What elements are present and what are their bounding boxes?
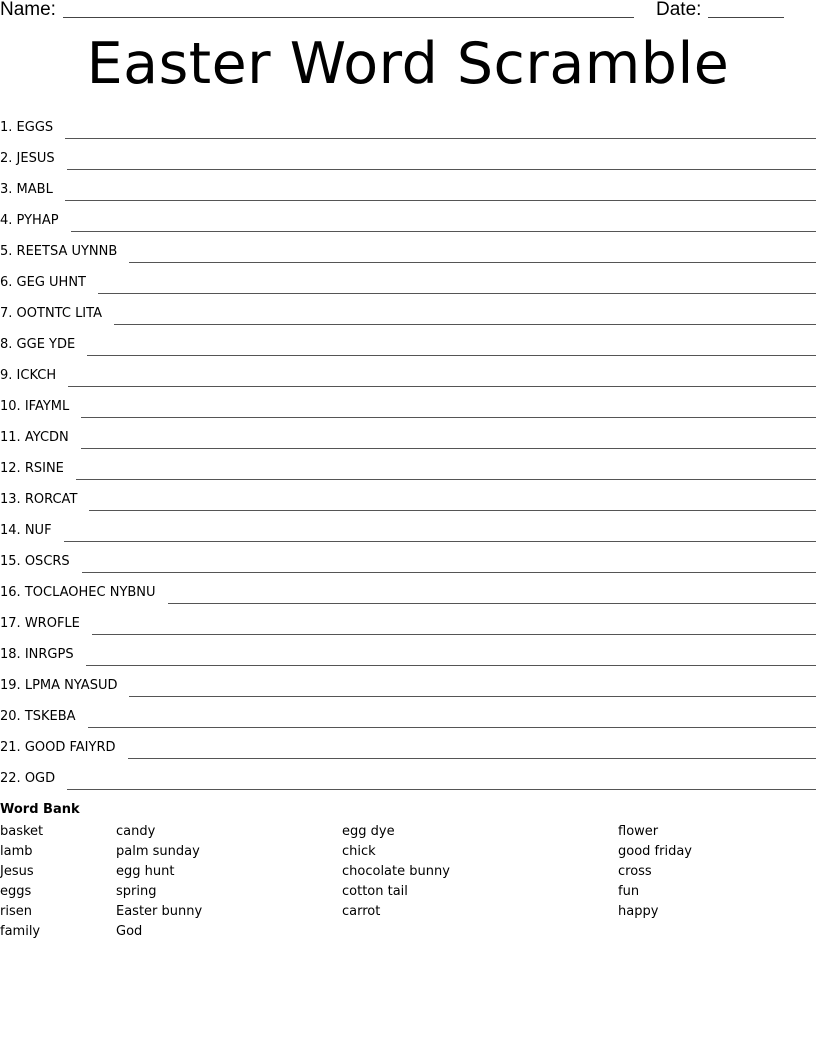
date-label: Date:	[656, 0, 702, 20]
scrambled-word: ICKCH	[16, 368, 57, 383]
word-bank-item: cross	[618, 864, 652, 879]
page-title: Easter Word Scramble	[86, 31, 730, 97]
scramble-row	[0, 545, 816, 576]
word-bank-item: egg hunt	[116, 864, 175, 879]
scramble-number: 11.	[0, 430, 21, 445]
answer-line[interactable]	[71, 231, 816, 232]
scrambled-word: EGGS	[16, 120, 54, 135]
word-bank-item: chocolate bunny	[342, 864, 450, 879]
scramble-number: 5.	[0, 244, 13, 259]
scramble-number: 1.	[0, 120, 13, 135]
answer-line[interactable]	[76, 479, 816, 480]
answer-line[interactable]	[67, 789, 816, 790]
scramble-label	[0, 771, 55, 786]
scramble-row	[0, 235, 816, 266]
scramble-number: 19.	[0, 678, 21, 693]
scramble-label	[0, 709, 76, 724]
scramble-number: 20.	[0, 709, 21, 724]
scramble-row	[0, 328, 816, 359]
word-bank-item: lamb	[0, 844, 33, 859]
scramble-row	[0, 204, 816, 235]
name-label: Name:	[0, 0, 56, 20]
scrambled-word: IFAYML	[24, 399, 70, 414]
answer-line[interactable]	[81, 448, 816, 449]
word-bank-item: risen	[0, 904, 32, 919]
name-field[interactable]	[63, 17, 634, 18]
answer-line[interactable]	[168, 603, 816, 604]
scrambled-word: TOCLAOHEC NYBNU	[24, 585, 156, 600]
scramble-label	[0, 182, 53, 197]
scramble-row	[0, 359, 816, 390]
word-bank-column-4	[618, 822, 692, 922]
scramble-label	[0, 523, 52, 538]
word-bank-column-3	[342, 822, 450, 922]
answer-line[interactable]	[67, 169, 816, 170]
scrambled-word: JESUS	[16, 151, 55, 166]
answer-line[interactable]	[114, 324, 816, 325]
scramble-list	[0, 111, 816, 793]
scramble-row	[0, 700, 816, 731]
word-bank-item: happy	[618, 904, 659, 919]
scramble-label	[0, 368, 56, 383]
word-bank-item: Jesus	[0, 864, 34, 879]
word-bank-item: family	[0, 924, 41, 939]
scramble-label	[0, 740, 116, 755]
scramble-row	[0, 483, 816, 514]
answer-line[interactable]	[65, 138, 816, 139]
scramble-row	[0, 297, 816, 328]
scramble-label	[0, 120, 53, 135]
scramble-row	[0, 266, 816, 297]
scramble-row	[0, 731, 816, 762]
scrambled-word: GEG UHNT	[16, 275, 86, 290]
answer-line[interactable]	[68, 386, 816, 387]
scrambled-word: OGD	[24, 771, 56, 786]
word-bank-item: spring	[116, 884, 157, 899]
scramble-row	[0, 421, 816, 452]
answer-line[interactable]	[87, 355, 816, 356]
scramble-label	[0, 151, 55, 166]
scramble-label	[0, 492, 77, 507]
answer-line[interactable]	[128, 758, 816, 759]
scramble-row	[0, 111, 816, 142]
scrambled-word: TSKEBA	[24, 709, 76, 724]
scrambled-word: GOOD FAIYRD	[24, 740, 116, 755]
scramble-label	[0, 647, 74, 662]
scramble-number: 13.	[0, 492, 21, 507]
scramble-number: 10.	[0, 399, 21, 414]
answer-line[interactable]	[89, 510, 816, 511]
answer-line[interactable]	[92, 634, 816, 635]
word-bank-item: carrot	[342, 904, 381, 919]
scramble-label	[0, 678, 117, 693]
scramble-label	[0, 461, 64, 476]
scramble-row	[0, 142, 816, 173]
word-bank-title: Word Bank	[0, 802, 80, 817]
scramble-number: 22.	[0, 771, 21, 786]
scramble-label	[0, 213, 59, 228]
answer-line[interactable]	[82, 572, 816, 573]
scramble-label	[0, 306, 102, 321]
scramble-number: 21.	[0, 740, 21, 755]
scramble-label	[0, 554, 70, 569]
scrambled-word: WROFLE	[24, 616, 80, 631]
date-field[interactable]	[708, 17, 784, 18]
scramble-label	[0, 244, 117, 259]
answer-line[interactable]	[86, 665, 816, 666]
answer-line[interactable]	[88, 727, 816, 728]
scramble-number: 3.	[0, 182, 13, 197]
scramble-number: 7.	[0, 306, 13, 321]
scramble-number: 15.	[0, 554, 21, 569]
word-bank-item: egg dye	[342, 824, 395, 839]
scrambled-word: RSINE	[24, 461, 64, 476]
scramble-label	[0, 275, 86, 290]
scramble-label	[0, 399, 69, 414]
scramble-number: 9.	[0, 368, 13, 383]
word-bank-item: flower	[618, 824, 659, 839]
scramble-row	[0, 173, 816, 204]
scramble-label	[0, 585, 156, 600]
scramble-number: 2.	[0, 151, 13, 166]
word-bank-column-2	[116, 822, 202, 942]
scramble-number: 17.	[0, 616, 21, 631]
word-bank-item: candy	[116, 824, 156, 839]
word-bank-item: good friday	[618, 844, 692, 859]
scramble-label	[0, 430, 69, 445]
scramble-number: 18.	[0, 647, 21, 662]
scramble-number: 4.	[0, 213, 13, 228]
scrambled-word: OSCRS	[24, 554, 70, 569]
scramble-row	[0, 607, 816, 638]
scramble-row	[0, 638, 816, 669]
scramble-number: 16.	[0, 585, 21, 600]
scramble-number: 14.	[0, 523, 21, 538]
scrambled-word: INRGPS	[24, 647, 74, 662]
worksheet-header	[0, 0, 816, 26]
scramble-number: 6.	[0, 275, 13, 290]
scrambled-word: OOTNTC LITA	[16, 306, 102, 321]
scramble-row	[0, 576, 816, 607]
scramble-row	[0, 514, 816, 545]
answer-line[interactable]	[65, 200, 816, 201]
scrambled-word: REETSA UYNNB	[16, 244, 118, 259]
scrambled-word: GGE YDE	[16, 337, 76, 352]
word-bank-column-1	[0, 822, 43, 942]
scrambled-word: LPMA NYASUD	[24, 678, 118, 693]
answer-line[interactable]	[64, 541, 816, 542]
scramble-number: 12.	[0, 461, 21, 476]
scramble-label	[0, 337, 75, 352]
word-bank-item: basket	[0, 824, 44, 839]
scrambled-word: PYHAP	[16, 213, 59, 228]
scramble-row	[0, 452, 816, 483]
answer-line[interactable]	[81, 417, 816, 418]
answer-line[interactable]	[98, 293, 816, 294]
scramble-label	[0, 616, 80, 631]
word-bank-item: Easter bunny	[116, 904, 203, 919]
scramble-row	[0, 390, 816, 421]
scrambled-word: RORCAT	[24, 492, 78, 507]
word-bank-item: cotton tail	[342, 884, 408, 899]
word-bank-item: eggs	[0, 884, 32, 899]
scrambled-word: NUF	[24, 523, 52, 538]
word-bank-item: fun	[618, 884, 640, 899]
scramble-row	[0, 762, 816, 793]
scrambled-word: AYCDN	[24, 430, 69, 445]
word-bank-item: God	[116, 924, 143, 939]
answer-line[interactable]	[129, 262, 816, 263]
scramble-number: 8.	[0, 337, 13, 352]
word-bank-item: chick	[342, 844, 376, 859]
answer-line[interactable]	[129, 696, 816, 697]
word-bank-item: palm sunday	[116, 844, 200, 859]
scrambled-word: MABL	[16, 182, 53, 197]
scramble-row	[0, 669, 816, 700]
